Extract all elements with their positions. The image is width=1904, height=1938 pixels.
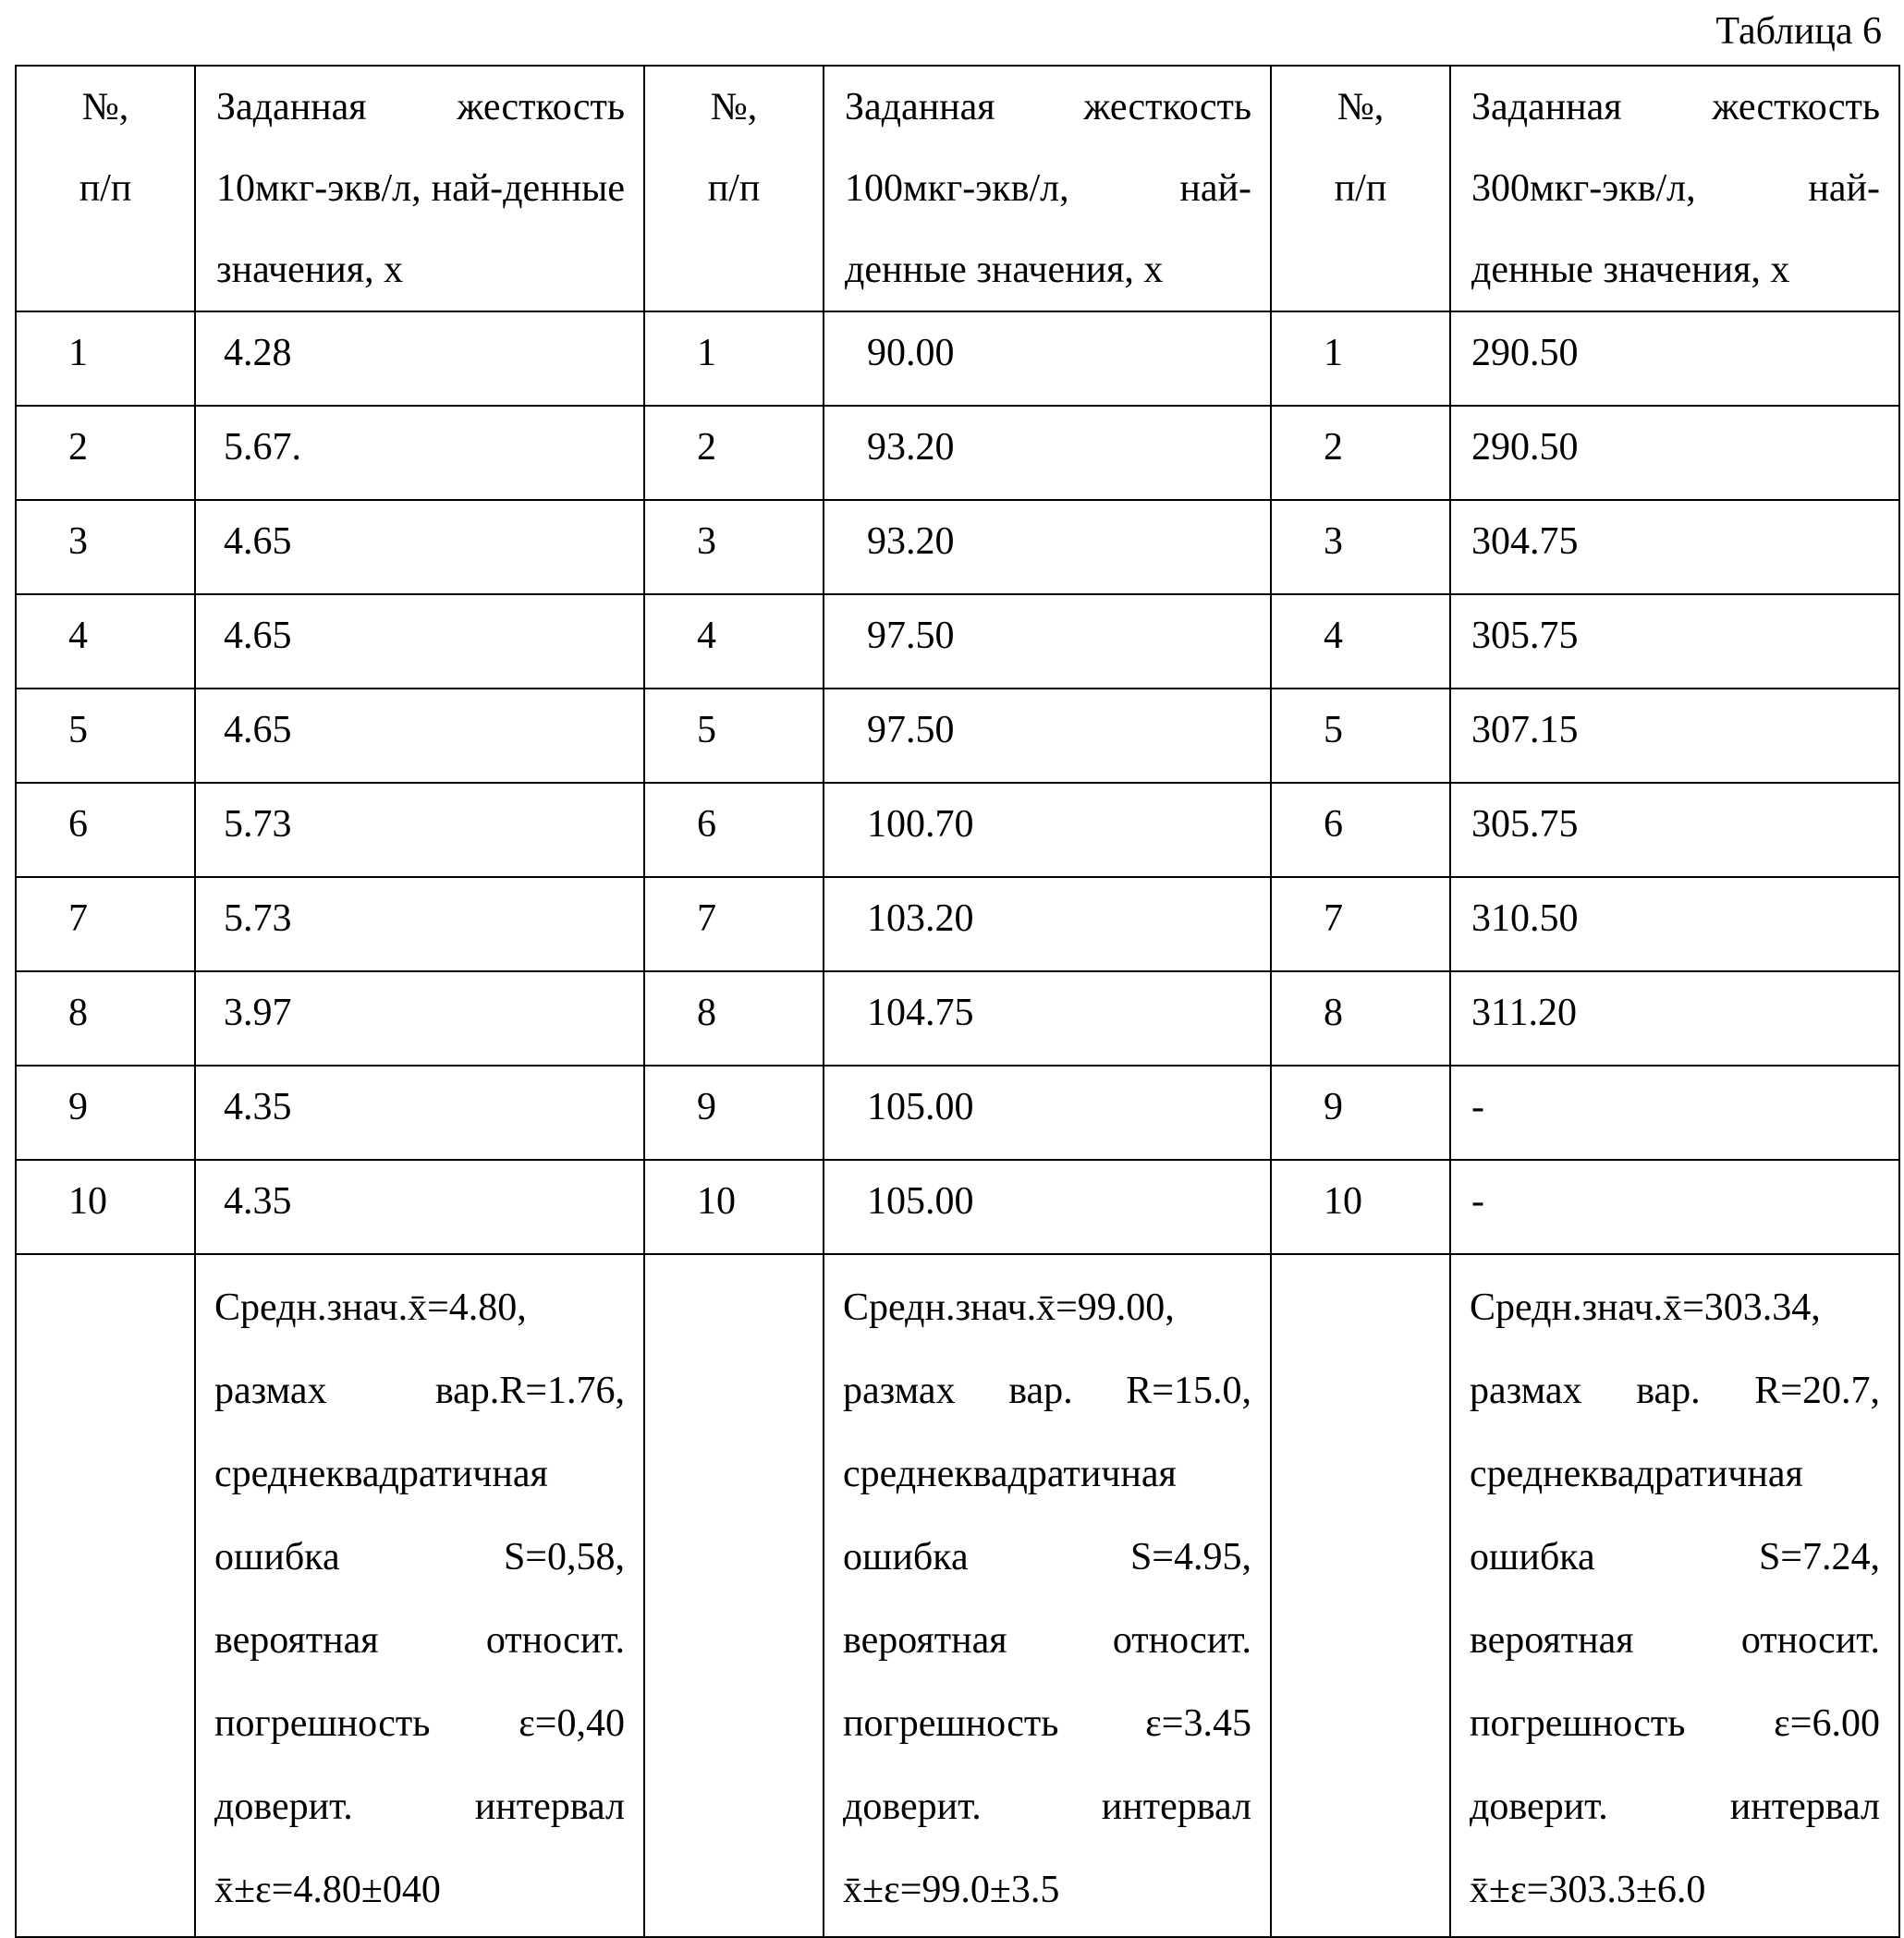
value-cell-10 (195, 971, 644, 1066)
row-number (16, 877, 195, 971)
row-number-text: 4 (697, 615, 716, 657)
value-cell-100-text: 90.00 (867, 332, 955, 374)
row-number-text: 1 (68, 332, 88, 374)
value-cell-300 (1450, 594, 1899, 689)
row-number (1271, 1160, 1450, 1254)
row-number-text: 10 (1324, 1180, 1362, 1223)
row-number (16, 689, 195, 783)
table-row (16, 1066, 1899, 1160)
row-number-text: 4 (68, 615, 88, 657)
value-cell-10-text: 4.35 (224, 1086, 292, 1128)
value-cell-300 (1450, 311, 1899, 406)
value-cell-300-text: 311.20 (1471, 992, 1577, 1034)
stats-line: Средн.знач.x̄=99.00, (843, 1286, 1175, 1329)
row-number-text: 5 (68, 709, 88, 751)
stats-line: доверит. интервал (843, 1786, 1251, 1828)
stats-line: x̄±ε=4.80±040 (214, 1869, 441, 1911)
value-cell-100-text: 97.50 (867, 709, 955, 751)
row-number-text: 3 (1324, 520, 1343, 563)
value-cell-10-text: 4.28 (224, 332, 292, 374)
results-table (15, 65, 1900, 1938)
row-number (644, 877, 824, 971)
row-number (16, 594, 195, 689)
value-cell-100-text: 105.00 (867, 1180, 974, 1223)
row-number-text: 5 (1324, 709, 1343, 751)
row-number-text: 6 (1324, 803, 1343, 846)
value-cell-300 (1450, 1160, 1899, 1254)
value-cell-300-text: 307.15 (1471, 709, 1579, 751)
header-col-1: Заданная жесткость 10мкг-экв/л, най-денные значения, x (195, 66, 644, 311)
table-caption: Таблица 6 (1715, 10, 1882, 53)
row-number-text: 8 (697, 992, 716, 1034)
value-cell-100 (824, 1160, 1271, 1254)
row-number (644, 500, 824, 594)
value-cell-100 (824, 971, 1271, 1066)
row-number (16, 311, 195, 406)
stats-row (16, 1254, 1899, 1937)
value-cell-10 (195, 783, 644, 877)
value-cell-100 (824, 594, 1271, 689)
stats-col-2 (824, 1254, 1271, 1937)
value-cell-300 (1450, 783, 1899, 877)
stats-empty-1 (16, 1254, 195, 1937)
value-cell-100-text: 105.00 (867, 1086, 974, 1128)
row-number (644, 1160, 824, 1254)
row-number-text: 8 (68, 992, 88, 1034)
stats-line: вероятная относит. (1470, 1619, 1880, 1662)
stats-line: Средн.знач.x̄=303.34, (1470, 1286, 1821, 1329)
row-number (1271, 877, 1450, 971)
value-cell-300 (1450, 500, 1899, 594)
row-number (16, 406, 195, 500)
header-row (16, 66, 1899, 311)
stats-empty-3 (1271, 1254, 1450, 1937)
row-number (1271, 689, 1450, 783)
row-number (644, 594, 824, 689)
row-number-text: 7 (1324, 897, 1343, 940)
stats-line: среднеквадратичная (214, 1453, 548, 1495)
value-cell-10-text: 5.73 (224, 897, 292, 940)
row-number (644, 1066, 824, 1160)
value-cell-100-text: 93.20 (867, 426, 955, 469)
value-cell-100 (824, 783, 1271, 877)
row-number (16, 1066, 195, 1160)
row-number-text: 10 (697, 1180, 736, 1223)
header-num-1: №, п/п (16, 66, 195, 311)
value-cell-300 (1450, 971, 1899, 1066)
value-cell-100 (824, 689, 1271, 783)
row-number (644, 971, 824, 1066)
stats-col-1 (195, 1254, 644, 1937)
value-cell-10 (195, 689, 644, 783)
row-number (644, 783, 824, 877)
stats-line: среднеквадратичная (1470, 1453, 1803, 1495)
row-number-text: 4 (1324, 615, 1343, 657)
value-cell-300 (1450, 1066, 1899, 1160)
row-number (644, 689, 824, 783)
row-number-text: 6 (68, 803, 88, 846)
value-cell-300-text: - (1471, 1086, 1484, 1128)
stats-line: доверит. интервал (214, 1786, 625, 1828)
value-cell-100 (824, 500, 1271, 594)
stats-line: погрешность ε=0,40 (214, 1702, 625, 1745)
value-cell-300-text: - (1471, 1180, 1484, 1223)
header-col-2: Заданная жесткость 100мкг-экв/л, най-денные значения, x (824, 66, 1271, 311)
value-cell-10 (195, 1160, 644, 1254)
row-number-text: 7 (697, 897, 716, 940)
value-cell-10 (195, 500, 644, 594)
stats-line: погрешность ε=3.45 (843, 1702, 1251, 1745)
stats-line: размах вар. R=20.7, (1470, 1370, 1880, 1412)
value-cell-10-text: 5.67. (224, 426, 301, 469)
table-row (16, 500, 1899, 594)
value-cell-100-text: 103.20 (867, 897, 974, 940)
row-number-text: 5 (697, 709, 716, 751)
value-cell-100 (824, 1066, 1271, 1160)
row-number-text: 10 (68, 1180, 107, 1223)
value-cell-300-text: 305.75 (1471, 803, 1579, 846)
value-cell-10-text: 4.35 (224, 1180, 292, 1223)
value-cell-10 (195, 406, 644, 500)
row-number (1271, 406, 1450, 500)
stats-col-3 (1450, 1254, 1899, 1937)
stats-line: погрешность ε=6.00 (1470, 1702, 1880, 1745)
row-number-text: 9 (697, 1086, 716, 1128)
row-number (644, 311, 824, 406)
value-cell-100 (824, 406, 1271, 500)
value-cell-10-text: 4.65 (224, 709, 292, 751)
row-number (644, 406, 824, 500)
stats-empty-2 (644, 1254, 824, 1937)
row-number (1271, 500, 1450, 594)
row-number (1271, 1066, 1450, 1160)
row-number-text: 3 (68, 520, 88, 563)
stats-line: вероятная относит. (843, 1619, 1251, 1662)
value-cell-300-text: 310.50 (1471, 897, 1579, 940)
row-number-text: 8 (1324, 992, 1343, 1034)
header-col-3: Заданная жесткость 300мкг-экв/л, най-денные значения, x (1450, 66, 1899, 311)
value-cell-10 (195, 1066, 644, 1160)
row-number-text: 7 (68, 897, 88, 940)
row-number (16, 1160, 195, 1254)
row-number-text: 2 (697, 426, 716, 469)
row-number-text: 9 (68, 1086, 88, 1128)
row-number (1271, 594, 1450, 689)
table-row (16, 971, 1899, 1066)
value-cell-300-text: 290.50 (1471, 426, 1579, 469)
value-cell-300 (1450, 689, 1899, 783)
value-cell-10 (195, 877, 644, 971)
stats-line: Средн.знач.x̄=4.80, (214, 1286, 527, 1329)
table-row (16, 406, 1899, 500)
stats-line: x̄±ε=303.3±6.0 (1470, 1869, 1706, 1911)
table-row (16, 1160, 1899, 1254)
row-number-text: 2 (1324, 426, 1343, 469)
row-number-text: 3 (697, 520, 716, 563)
row-number-text: 1 (1324, 332, 1343, 374)
table-row (16, 783, 1899, 877)
value-cell-10-text: 4.65 (224, 615, 292, 657)
value-cell-300-text: 305.75 (1471, 615, 1579, 657)
value-cell-100-text: 93.20 (867, 520, 955, 563)
row-number (1271, 971, 1450, 1066)
stats-line: ошибка S=7.24, (1470, 1536, 1880, 1578)
stats-line: среднеквадратичная (843, 1453, 1177, 1495)
value-cell-100-text: 100.70 (867, 803, 974, 846)
row-number (16, 971, 195, 1066)
value-cell-100-text: 104.75 (867, 992, 974, 1034)
header-num-3: №, п/п (1271, 66, 1450, 311)
row-number (16, 783, 195, 877)
value-cell-10 (195, 311, 644, 406)
stats-line: доверит. интервал (1470, 1786, 1880, 1828)
value-cell-300-text: 290.50 (1471, 332, 1579, 374)
value-cell-10-text: 3.97 (224, 992, 292, 1034)
value-cell-100 (824, 877, 1271, 971)
row-number-text: 9 (1324, 1086, 1343, 1128)
stats-line: x̄±ε=99.0±3.5 (843, 1869, 1060, 1911)
value-cell-300 (1450, 406, 1899, 500)
row-number-text: 6 (697, 803, 716, 846)
row-number-text: 2 (68, 426, 88, 469)
value-cell-10 (195, 594, 644, 689)
table-row (16, 311, 1899, 406)
stats-line: размах вар.R=1.76, (214, 1370, 625, 1412)
row-number (1271, 783, 1450, 877)
value-cell-10-text: 4.65 (224, 520, 292, 563)
value-cell-100 (824, 311, 1271, 406)
value-cell-100-text: 97.50 (867, 615, 955, 657)
table-row (16, 877, 1899, 971)
stats-line: вероятная относит. (214, 1619, 625, 1662)
row-number (16, 500, 195, 594)
value-cell-10-text: 5.73 (224, 803, 292, 846)
row-number-text: 1 (697, 332, 716, 374)
value-cell-300-text: 304.75 (1471, 520, 1579, 563)
table-row (16, 594, 1899, 689)
value-cell-300 (1450, 877, 1899, 971)
stats-line: ошибка S=0,58, (214, 1536, 625, 1578)
row-number (1271, 311, 1450, 406)
stats-line: размах вар. R=15.0, (843, 1370, 1251, 1412)
stats-line: ошибка S=4.95, (843, 1536, 1251, 1578)
header-num-2: №, п/п (644, 66, 824, 311)
table-row (16, 689, 1899, 783)
